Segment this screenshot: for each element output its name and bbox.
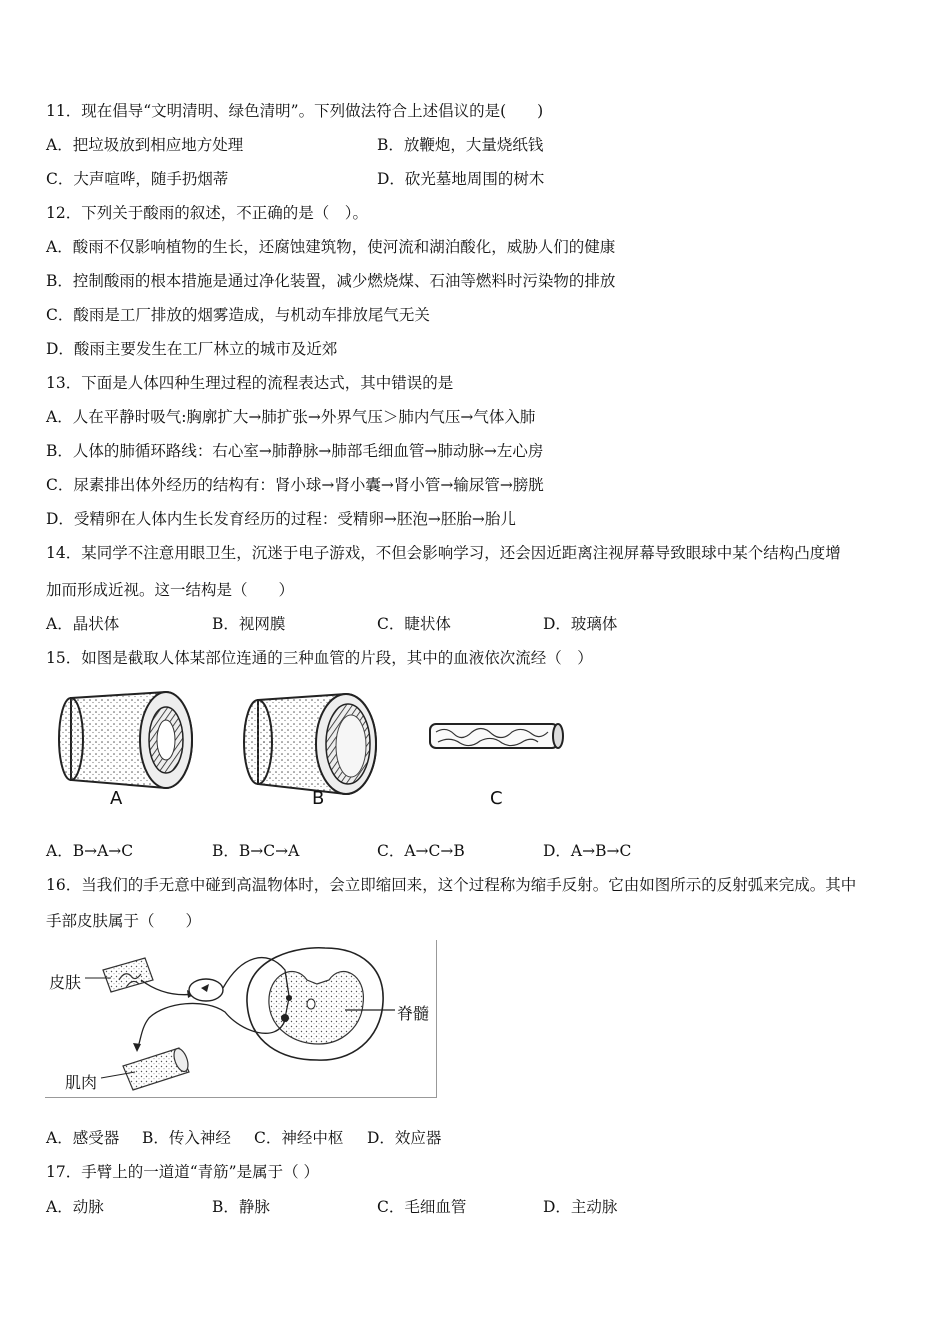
figure-label-c: C — [490, 788, 503, 809]
label-skin: 皮肤 — [49, 973, 82, 992]
q12-option-a: A．酸雨不仅影响植物的生长，还腐蚀建筑物，使河流和湖泊酸化，威胁人们的健康 — [46, 238, 616, 256]
vessel-b-vein — [244, 694, 376, 794]
q12-option-c: C．酸雨是工厂排放的烟雾造成，与机动车排放尾气无关 — [46, 306, 430, 324]
q17-option-a: A．动脉 — [46, 1198, 104, 1216]
question-17-stem: 17．手臂上的一道道“青筋”是属于（ ） — [46, 1163, 319, 1181]
q16-option-a: A．感受器 — [46, 1129, 120, 1147]
question-16-stem-line2: 手部皮肤属于（ ） — [46, 912, 202, 930]
q13-option-c: C．尿素排出体外经历的结构有：肾小球→肾小囊→肾小管→输尿管→膀胱 — [46, 476, 544, 494]
reflex-arc-figure — [45, 940, 437, 1098]
blood-vessels-drawing — [46, 680, 606, 820]
q12-option-b: B．控制酸雨的根本措施是通过净化装置，减少燃烧煤、石油等燃料时污染物的排放 — [46, 272, 616, 290]
q14-option-b: B．视网膜 — [212, 615, 286, 633]
question-14-stem-line1: 14．某同学不注意用眼卫生，沉迷于电子游戏，不但会影响学习，还会因近距离注视屏幕导致眼球中某个结构凸度增 — [46, 544, 841, 562]
figure-label-a: A — [110, 788, 123, 809]
label-spinal-cord: 脊髓 — [397, 1004, 430, 1023]
reflex-arc-drawing — [45, 940, 437, 1098]
question-12-stem: 12．下列关于酸雨的叙述，不正确的是（ ）。 — [46, 204, 368, 222]
q15-option-c: C．A→C→B — [377, 842, 465, 860]
question-16-stem-line1: 16．当我们的手无意中碰到高温物体时，会立即缩回来，这个过程称为缩手反射。它由如图所示的反射弧来完成。其中 — [46, 876, 857, 894]
question-13-stem: 13．下面是人体四种生理过程的流程表达式，其中错误的是 — [46, 374, 454, 392]
q12-option-d: D．酸雨主要发生在工厂林立的城市及近郊 — [46, 340, 338, 358]
q17-option-d: D．主动脉 — [543, 1198, 618, 1216]
vessel-c-capillary — [430, 724, 563, 748]
q15-option-b: B．B→C→A — [212, 842, 300, 860]
q11-option-c: C．大声喧哗，随手扔烟蒂 — [46, 170, 229, 188]
question-11-stem: 11．现在倡导“文明清明、绿色清明”。下列做法符合上述倡议的是( ) — [46, 102, 544, 120]
q16-option-d: D．效应器 — [367, 1129, 442, 1147]
q16-option-b: B．传入神经 — [142, 1129, 231, 1147]
q11-option-b: B．放鞭炮，大量烧纸钱 — [377, 136, 544, 154]
question-14-stem-line2: 加而形成近视。这一结构是（ ） — [46, 581, 295, 599]
figure-label-b: B — [312, 788, 325, 809]
q14-option-c: C．睫状体 — [377, 615, 451, 633]
question-15-stem: 15．如图是截取人体某部位连通的三种血管的片段，其中的血液依次流经（ ） — [46, 649, 593, 667]
q14-option-d: D．玻璃体 — [543, 615, 618, 633]
q15-option-a: A．B→A→C — [46, 842, 134, 860]
label-muscle: 肌肉 — [65, 1073, 98, 1092]
q14-option-a: A．晶状体 — [46, 615, 120, 633]
vessel-a-artery — [59, 692, 192, 788]
q17-option-b: B．静脉 — [212, 1198, 270, 1216]
q16-option-c: C．神经中枢 — [254, 1129, 344, 1147]
q15-option-d: D．A→B→C — [543, 842, 632, 860]
q11-option-a: A．把垃圾放到相应地方处理 — [46, 136, 244, 154]
q13-option-a: A．人在平静时吸气:胸廓扩大→肺扩张→外界气压＞肺内气压→气体入肺 — [46, 408, 536, 426]
q13-option-b: B．人体的肺循环路线：右心室→肺静脉→肺部毛细血管→肺动脉→左心房 — [46, 442, 544, 460]
q13-option-d: D．受精卵在人体内生长发育经历的过程：受精卵→胚泡→胚胎→胎儿 — [46, 510, 516, 528]
q11-option-d: D．砍光墓地周围的树木 — [377, 170, 545, 188]
q17-option-c: C．毛细血管 — [377, 1198, 467, 1216]
blood-vessels-figure — [46, 680, 606, 820]
